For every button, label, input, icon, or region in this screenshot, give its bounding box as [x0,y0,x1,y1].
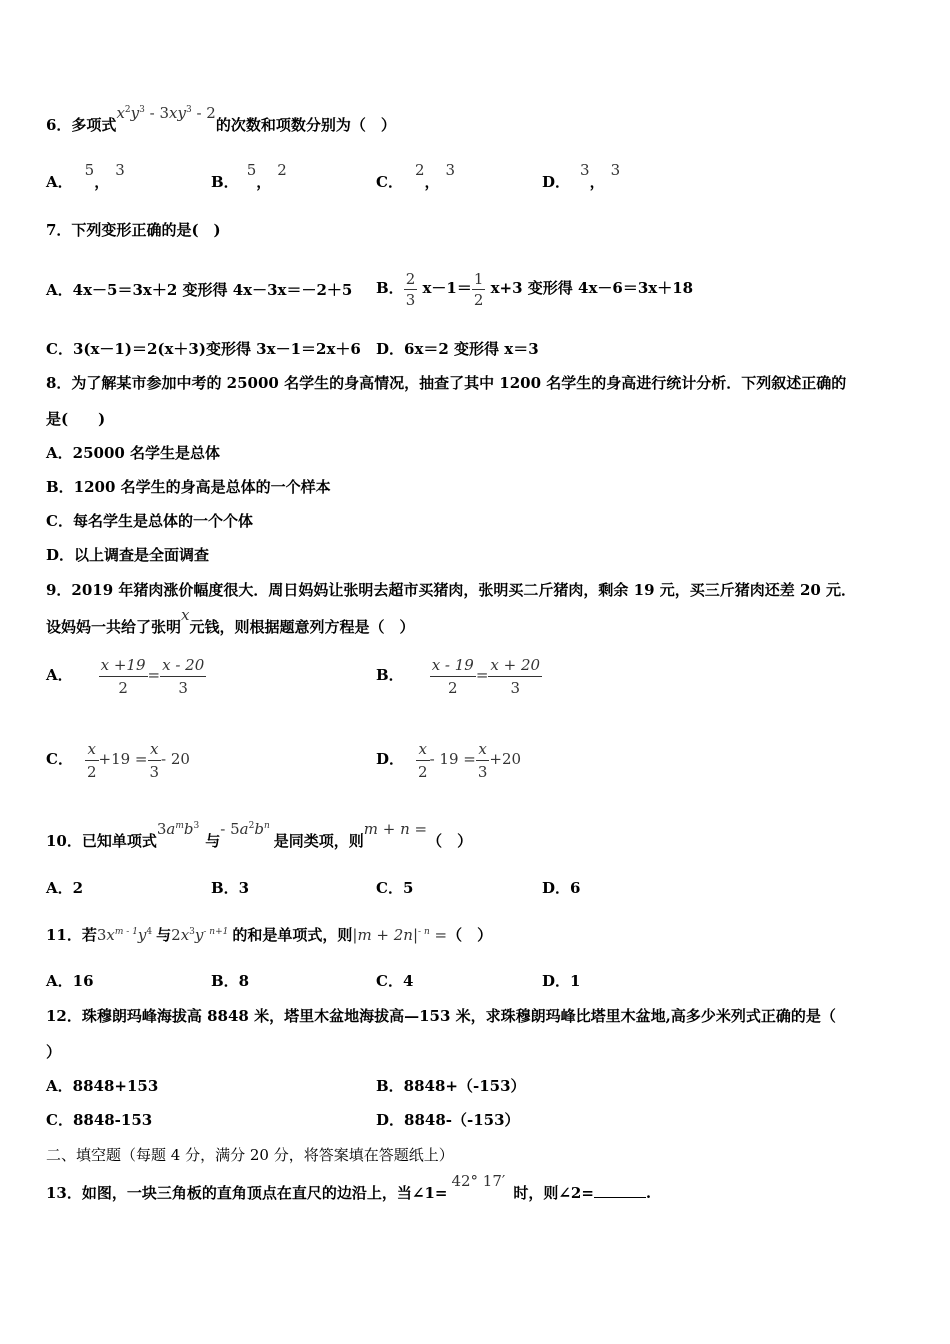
q6-option-c[interactable]: C．2，3 [376,161,456,191]
q11-option-b[interactable]: B．8 [211,972,250,990]
q9-b-left-fraction: $\frac{x - 19}{2}$ [431,655,474,697]
q11-abs-expression: $|m + 2n|^{- n}$ = [352,926,448,944]
q9-option-d[interactable]: D． $\frac{x}{2}$ - 19 = $\frac{x}{3}$ +20 [376,739,522,781]
q12-stem-line2: ） [46,1043,62,1061]
q7-fraction-2-3: $\frac{2}{3}$ [405,269,416,309]
q9-b-right-fraction: $\frac{x + 20}{3}$ [490,655,541,697]
q9-a-left-fraction: $\frac{x +19}{2}$ [100,655,146,697]
q9-d-left-fraction: $\frac{x}{2}$ [418,739,428,781]
q7-option-a[interactable]: A．4x－5＝3x＋2 变形得 4x－3x＝－2＋5 [46,281,353,299]
q6-option-b[interactable]: B．5，2 [211,161,287,191]
q11-stem: 11．若$3x^{m - 1}y^4$ 与$2x^3y^{- n+1}$ 的和是单项式，则$|m + 2n|^{- n}$ =（ ） [46,926,493,944]
q8-option-d[interactable]: D．以上调查是全面调查 [46,546,210,564]
q13-answer-blank[interactable] [594,1183,646,1198]
q10-option-a[interactable]: A．2 [46,879,84,897]
section-heading-fill-in: 二、填空题（每题 4 分，满分 20 分，将答案填在答题纸上） [46,1146,454,1164]
q11-term2: $2x^3y^{- n+1}$ [171,926,229,944]
q9-stem-line2: 设妈妈一共给了张明x元钱，则根据题意列方程是（ ） [46,606,415,636]
q6-option-d[interactable]: D．3，3 [542,161,621,191]
q8-option-a[interactable]: A．25000 名学生是总体 [46,444,221,462]
q11-option-c[interactable]: C．4 [376,972,414,990]
q13-angle-value: 42° 17′ [451,1172,506,1190]
q9-option-b[interactable]: B． $\frac{x - 19}{2}$ = $\frac{x + 20}{3}$ [376,655,541,697]
q10-option-c[interactable]: C．5 [376,879,414,897]
q8-option-c[interactable]: C．每名学生是总体的一个个体 [46,512,253,530]
q12-option-b[interactable]: B．8848+（-153） [376,1077,526,1095]
q11-option-d[interactable]: D．1 [542,972,581,990]
q8-option-b[interactable]: B．1200 名学生的身高是总体的一个样本 [46,478,331,496]
q10-term2: - $5a^2b^n$ [220,820,270,838]
q10-option-b[interactable]: B．3 [211,879,250,897]
q10-term1: $3a^mb^3$ [156,820,200,838]
q10-option-d[interactable]: D．6 [542,879,581,897]
q9-a-right-fraction: $\frac{x - 20}{3}$ [162,655,205,697]
q9-option-c[interactable]: C． $\frac{x}{2}$ +19 = $\frac{x}{3}$ - 20 [46,739,190,781]
q11-term1: $3x^{m - 1}y^4$ [96,926,153,944]
q7-option-c[interactable]: C．3(x－1)＝2(x＋3)变形得 3x－1＝2x＋6 [46,340,361,358]
q10-stem: 10．已知单项式$3a^mb^3$与- $5a^2b^n$是同类项，则m + n =（ ） [46,820,473,850]
q9-c-right-fraction: $\frac{x}{3}$ [149,739,160,781]
q7-option-d[interactable]: D．6x＝2 变形得 x＝3 [376,340,539,358]
q8-stem-line1: 8．为了解某市参加中考的 25000 名学生的身高情况，抽查了其中 1200 名学生的身高进行统计分析．下列叙述正确的 [46,374,847,392]
q7-stem: 7．下列变形正确的是( ) [46,221,221,239]
q9-d-right-fraction: $\frac{x}{3}$ [477,739,488,781]
q12-option-d[interactable]: D．8848-（-153） [376,1111,520,1129]
q9-stem-line1: 9．2019 年猪肉涨价幅度很大．周日妈妈让张明去超市买猪肉，张明买二斤猪肉，剩余 19 元，买三斤猪肉还差 20 元． [46,581,857,599]
q12-stem-line1: 12．珠穆朗玛峰海拔高 8848 米，塔里木盆地海拔高—153 米，求珠穆朗玛峰比塔里木盆地,高多少米列式正确的是（ [46,1007,836,1025]
q9-c-left-fraction: $\frac{x}{2}$ [86,739,97,781]
q12-option-c[interactable]: C．8848-153 [46,1111,153,1129]
q8-stem-line2: 是( ) [46,410,106,428]
q11-option-a[interactable]: A．16 [46,972,94,990]
q6-stem: 6．多项式$x^2y^3 - 3xy^3 - 2$的次数和项数分别为（ ） [46,104,396,134]
q7-fraction-1-2: $\frac{1}{2}$ [473,269,484,309]
q6-polynomial: $x^2y^3 - 3xy^3 - 2$ [116,104,216,122]
q7-option-b[interactable]: B． $\frac{2}{3}$ x－1＝ $\frac{1}{2}$ x+3 变形得 4x－6＝3x＋18 [376,269,694,309]
q13-stem: 13．如图，一块三角板的直角顶点在直尺的边沿上，当∠1=42° 17′时，则∠2= . [46,1172,652,1202]
q6-option-a[interactable]: A．5，3 [46,161,125,191]
q12-option-a[interactable]: A．8848+153 [46,1077,159,1095]
q9-option-a[interactable]: A． $\frac{x +19}{2}$ = $\frac{x - 20}{3}$ [46,655,205,697]
